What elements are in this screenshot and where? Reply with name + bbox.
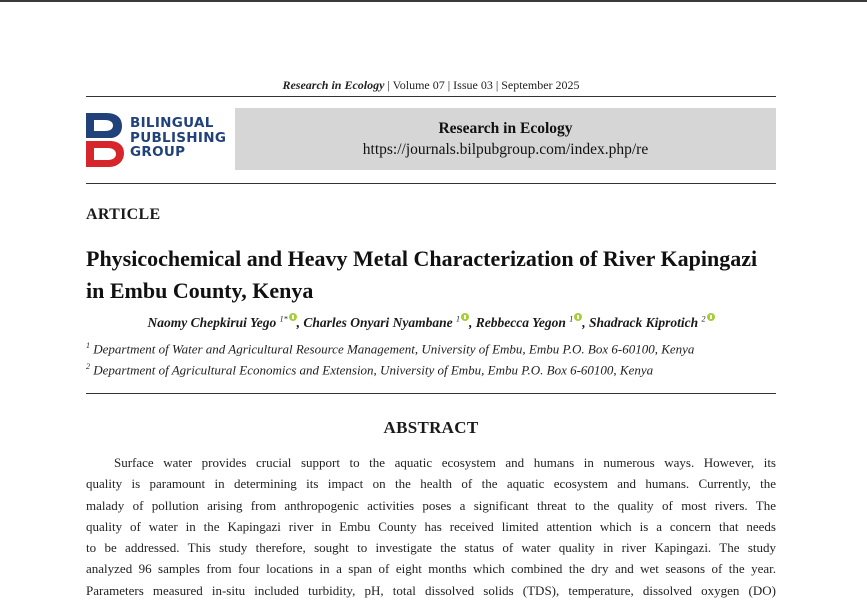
logo-line-2: PUBLISHING xyxy=(130,129,227,146)
author-name: Naomy Chepkirui Yego xyxy=(147,315,277,330)
article-title-line-2: in Embu County, Kenya xyxy=(86,278,314,303)
running-header-issue: | Volume 07 | Issue 03 | September 2025 xyxy=(384,78,580,92)
author-affil-sup: 1 xyxy=(456,314,460,324)
abstract-line: quality of water in the Kapingazi river in Embu County has received limited attention which is a concern that needs xyxy=(86,518,776,534)
author-affil-sup: 2 xyxy=(701,314,706,324)
abstract-line: analyzed 96 samples from four locations in a span of eight months which combined the dry and wet seasons of the year. xyxy=(86,561,776,577)
journal-banner xyxy=(235,108,776,170)
running-header xyxy=(86,78,776,93)
abstract-line: Parameters measured in-situ included turbidity, pH, total dissolved solids (TDS), temperature, dissolved oxygen (DO) xyxy=(86,582,776,598)
affiliation-2 xyxy=(86,362,653,378)
orcid-icon[interactable] xyxy=(289,313,297,321)
affiliation-1 xyxy=(86,341,694,357)
banner-rule xyxy=(86,183,776,184)
running-header-journal: Research in Ecology xyxy=(282,78,385,92)
author-affil-sup: 1 xyxy=(569,314,574,324)
affiliation-sup: 2 xyxy=(86,362,90,371)
journal-banner-title: Research in Ecology xyxy=(438,120,573,137)
publisher-logo-text xyxy=(130,116,226,160)
article-title xyxy=(86,243,786,307)
article-title-line-1: Physicochemical and Heavy Metal Characterization of River Kapingazi xyxy=(86,246,758,271)
author-affil-sup: 1* xyxy=(279,314,288,324)
logo-line-1: BILINGUAL xyxy=(130,115,214,131)
abstract-heading: ABSTRACT xyxy=(383,418,479,437)
author-list: Naomy Chepkirui Yego $^{1*}$ , Charles Onyari Nyambane $^1$ , Rebbecca Yegon $^1$ , Shadrack Kiprotich $^2$ xyxy=(86,313,776,331)
author-name: Charles Onyari Nyambane xyxy=(303,315,453,330)
publisher-logo-icon xyxy=(86,113,124,167)
author-name: Rebbecca Yegon xyxy=(475,315,566,330)
header-rule xyxy=(86,96,776,97)
publisher-logo xyxy=(86,111,236,171)
orcid-icon[interactable] xyxy=(574,313,582,321)
abstract-line: Surface water provides crucial support to the aquatic ecosystem and humans in numerous ways. However, its xyxy=(114,455,776,470)
abstract-body xyxy=(86,452,776,601)
affiliation-text: Department of Water and Agricultural Resource Management, University of Embu, Embu P.O. Box 6-60100, Kenya xyxy=(93,341,695,357)
author-name: Shadrack Kiprotich xyxy=(588,315,699,330)
affiliation-sup: 1 xyxy=(86,341,90,350)
abstract-line: to be addressed. This study therefore, sought to investigate the status of water quality in river Kapingazi. The study xyxy=(86,540,776,556)
article-type-label: ARTICLE xyxy=(86,206,161,223)
affiliation-rule xyxy=(86,393,776,394)
logo-line-3: GROUP xyxy=(130,144,186,160)
orcid-icon[interactable] xyxy=(707,313,715,321)
top-border xyxy=(0,0,867,2)
orcid-icon[interactable] xyxy=(461,313,469,321)
journal-banner-url[interactable]: https://journals.bilpubgroup.com/index.php/re xyxy=(362,141,649,158)
abstract-line: malady of pollution arising from anthropogenic activities poses a significant threat to the quality of most rivers. The xyxy=(86,497,776,513)
affiliation-text: Department of Agricultural Economics and Extension, University of Embu, Embu P.O. Box 6-60100, Kenya xyxy=(93,362,654,378)
abstract-line: quality is paramount in determining its impact on the health of the aquatic ecosystem and humans. Currently, the xyxy=(86,476,776,492)
